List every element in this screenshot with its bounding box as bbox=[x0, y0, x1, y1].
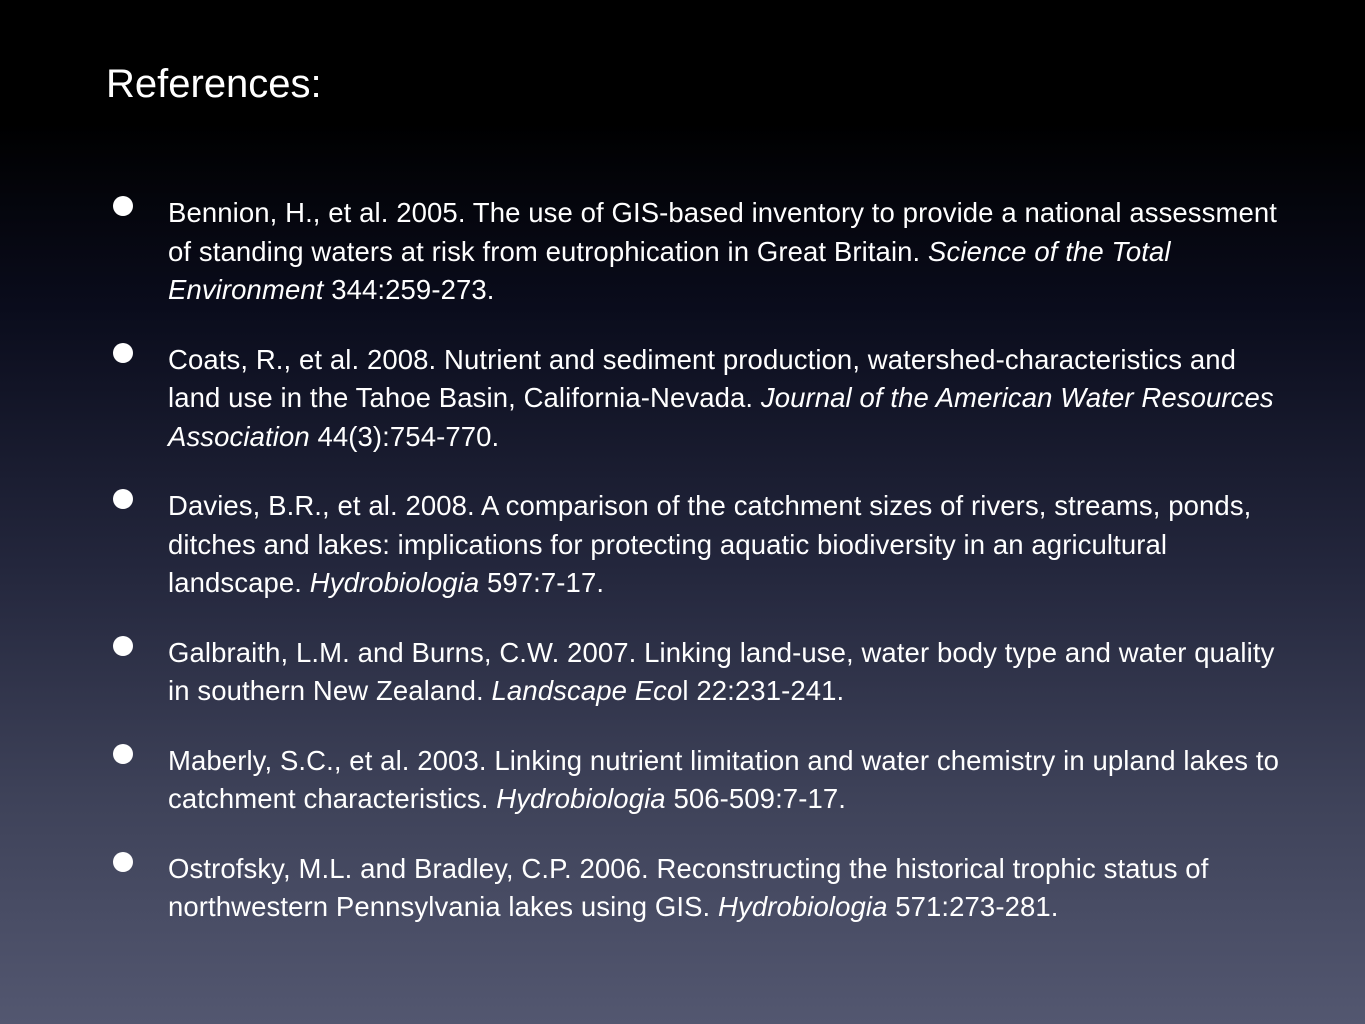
reference-citation: 597:7-17. bbox=[479, 567, 605, 598]
slide-title: References: bbox=[106, 62, 322, 106]
reference-citation: 44(3):754-770. bbox=[309, 420, 500, 452]
reference-item bbox=[110, 487, 1290, 603]
reference-item bbox=[110, 850, 1290, 927]
bullet-icon bbox=[113, 196, 133, 216]
bullet-icon bbox=[113, 852, 133, 872]
bullet-icon bbox=[113, 636, 133, 656]
reference-list bbox=[110, 194, 1290, 958]
reference-text: Ostrofsky, M.L. and Bradley, C.P. 2006. Reconstructing the historical trophic status of northwestern Pennsylvania lakes using GIS. bbox=[168, 852, 1209, 922]
reference-item bbox=[110, 634, 1290, 711]
reference-text: Galbraith, L.M. and Burns, C.W. 2007. Linking land-use, water body type and water quality in southern New Zealand. bbox=[168, 636, 1275, 706]
reference-item bbox=[110, 341, 1290, 457]
journal-name: Journal of the American Water Resources Association bbox=[168, 382, 1274, 452]
journal-name: Hydrobiologia bbox=[309, 567, 480, 598]
reference-citation: 344:259-273. bbox=[323, 274, 495, 305]
journal-name: Hydrobiologia bbox=[718, 891, 888, 922]
reference-citation: 506-509:7-17. bbox=[665, 783, 846, 814]
reference-text: Maberly, S.C., et al. 2003. Linking nutrient limitation and water chemistry in upland lakes to catchment characteristics. bbox=[168, 744, 1279, 814]
bullet-icon bbox=[113, 489, 133, 509]
reference-text: Coats, R., et al. 2008. Nutrient and sediment production, watershed-characteristics and land use in the Tahoe Basin, California-Nevada. bbox=[168, 343, 1236, 413]
journal-name: Hydrobiologia bbox=[496, 783, 666, 814]
reference-text: Davies, B.R., et al. 2008. A comparison of the catchment sizes of rivers, streams, ponds, ditches and lakes: implications for protecting aquatic biodiversity in an agricultural landscape. bbox=[168, 490, 1252, 598]
reference-citation: l 22:231-241. bbox=[682, 675, 845, 706]
reference-item bbox=[110, 194, 1290, 310]
journal-name: Science of the Total Environment bbox=[168, 235, 1171, 305]
bullet-icon bbox=[113, 744, 133, 764]
reference-item bbox=[110, 742, 1290, 819]
bullet-icon bbox=[113, 343, 133, 363]
reference-text: Bennion, H., et al. 2005. The use of GIS-based inventory to provide a national assessment of standing waters at risk from eutrophication in Great Britain. bbox=[168, 197, 1278, 267]
reference-citation: 571:273-281. bbox=[887, 891, 1059, 922]
journal-name: Landscape Eco bbox=[491, 675, 683, 706]
